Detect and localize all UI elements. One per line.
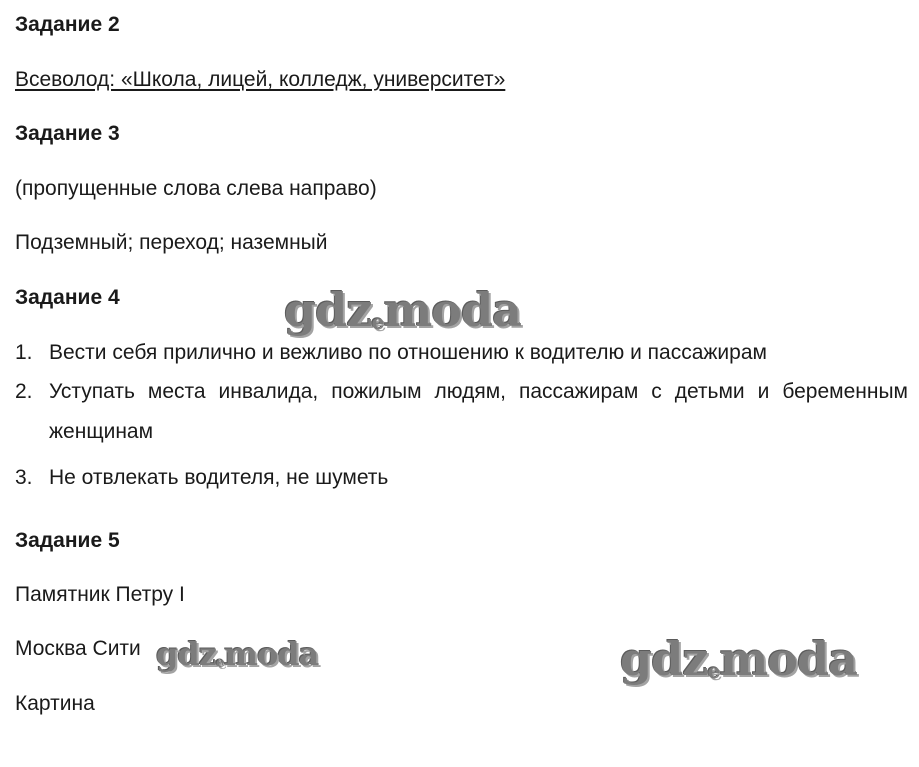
watermark-logo [284,283,521,337]
list-item-text: Не отвлекать водителя, не шуметь [49,466,389,489]
watermark-main: gdz [284,283,372,337]
task5-answer-1: Памятник Петру I [15,583,185,606]
watermark-logo [156,635,318,673]
list-item [15,458,908,498]
watermark-tail: moda [719,632,857,686]
task2-answer: Всеволод: «Школа, лицей, колледж, университет» [15,68,506,91]
task3-heading: Задание 3 [15,122,120,145]
list-item-text: Вести себя прилично и вежливо по отношению к водителю и пассажирам [49,341,767,364]
list-item [15,333,908,373]
watermark-dot: e [371,310,384,335]
watermark-main: gdz [156,635,216,673]
list-item-number: 3. [15,466,33,489]
watermark-dot: e [707,659,720,684]
task3-note: (пропущенные слова слева направо) [15,177,377,200]
task4-heading: Задание 4 [15,286,120,309]
list-item-number: 1. [15,341,33,364]
list-item-number: 2. [15,380,33,403]
task5-answer-3: Картина [15,692,95,715]
watermark-main: gdz [620,632,708,686]
list-item-text: Уступать места инвалида, пожилым людям, пассажирам с детьми и беременным женщинам [49,380,908,443]
task5-heading: Задание 5 [15,529,120,552]
watermark-logo [620,632,857,686]
watermark-tail: moda [224,635,319,673]
watermark-tail: moda [383,283,521,337]
task3-answer: Подземный; переход; наземный [15,231,328,254]
task2-heading: Задание 2 [15,13,120,36]
task5-answer-2: Москва Сити [15,637,141,660]
list-item [15,372,908,452]
watermark-dot: e [215,654,225,672]
